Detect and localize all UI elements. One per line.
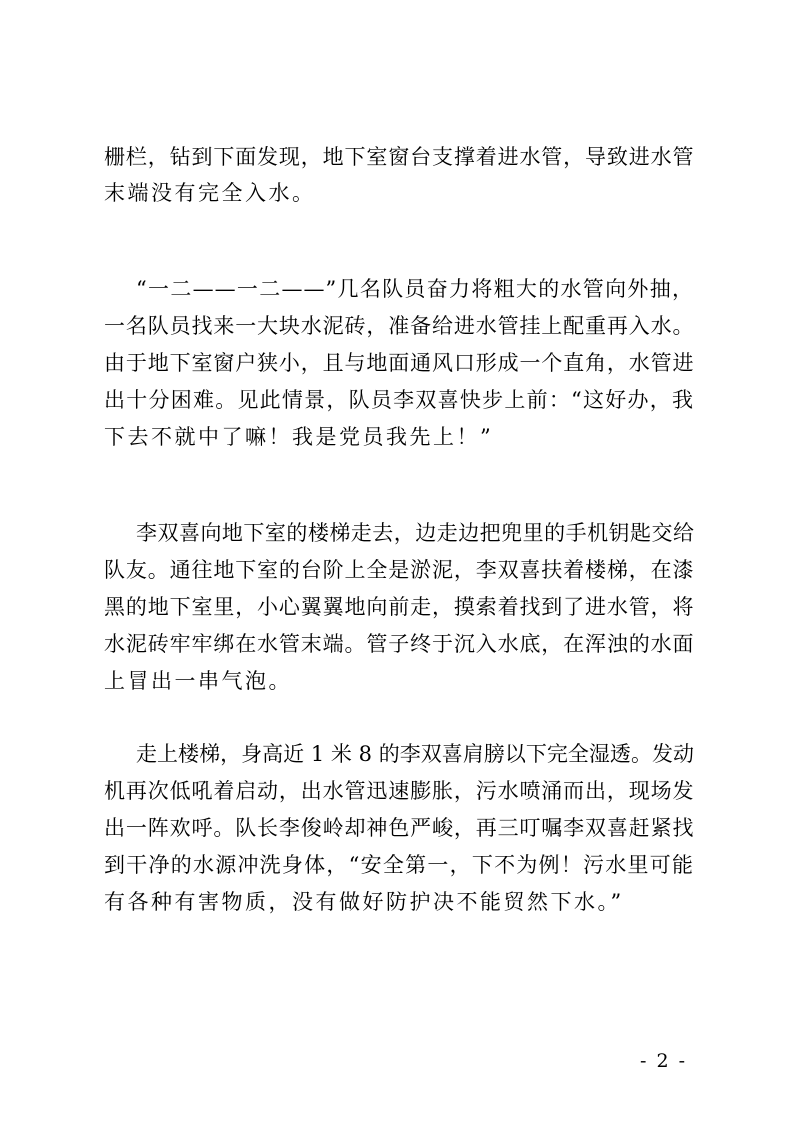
paragraph-line: 末端没有完全入水。 bbox=[104, 181, 316, 205]
paragraph-line: 黑的地下室里，小心翼翼地向前走，摸索着找到了进水管，将 bbox=[104, 595, 694, 619]
paragraph-line: 由于地下室窗户狭小，且与地面通风口形成一个直角，水管进 bbox=[104, 351, 694, 375]
paragraph-line: 走上楼梯，身高近 1 米 8 的李双喜肩膀以下完全湿透。发动 bbox=[136, 742, 694, 766]
page-number: - 2 - bbox=[640, 1050, 688, 1072]
paragraph-line: 李双喜向地下室的楼梯走去，边走边把兜里的手机钥匙交给 bbox=[136, 521, 694, 545]
paragraph-line: 到干净的水源冲洗身体，“安全第一，下不为例！污水里可能 bbox=[104, 853, 694, 877]
paragraph-line: 栅栏，钻到下面发现，地下室窗台支撑着进水管，导致进水管 bbox=[104, 145, 694, 169]
paragraph-line: 下去不就中了嘛！我是党员我先上！” bbox=[104, 425, 494, 449]
paragraph-line: 有各种有害物质，没有做好防护决不能贸然下水。” bbox=[104, 890, 624, 914]
paragraph-line: 出十分困难。见此情景，队员李双喜快步上前：“这好办，我 bbox=[104, 388, 694, 412]
paragraph-line: 上冒出一串气泡。 bbox=[104, 669, 292, 693]
paragraph-line: 队友。通往地下室的台阶上全是淤泥，李双喜扶着楼梯，在漆 bbox=[104, 558, 694, 582]
paragraph-line: “一二——一二——”几名队员奋力将粗大的水管向外抽， bbox=[136, 277, 694, 301]
paragraph-line: 出一阵欢呼。队长李俊岭却神色严峻，再三叮嘱李双喜赶紧找 bbox=[104, 816, 694, 840]
paragraph-line: 水泥砖牢牢绑在水管末端。管子终于沉入水底，在浑浊的水面 bbox=[104, 632, 694, 656]
paragraph-line: 一名队员找来一大块水泥砖，准备给进水管挂上配重再入水。 bbox=[104, 314, 694, 338]
paragraph-line: 机再次低吼着启动，出水管迅速膨胀，污水喷涌而出，现场发 bbox=[104, 779, 694, 803]
